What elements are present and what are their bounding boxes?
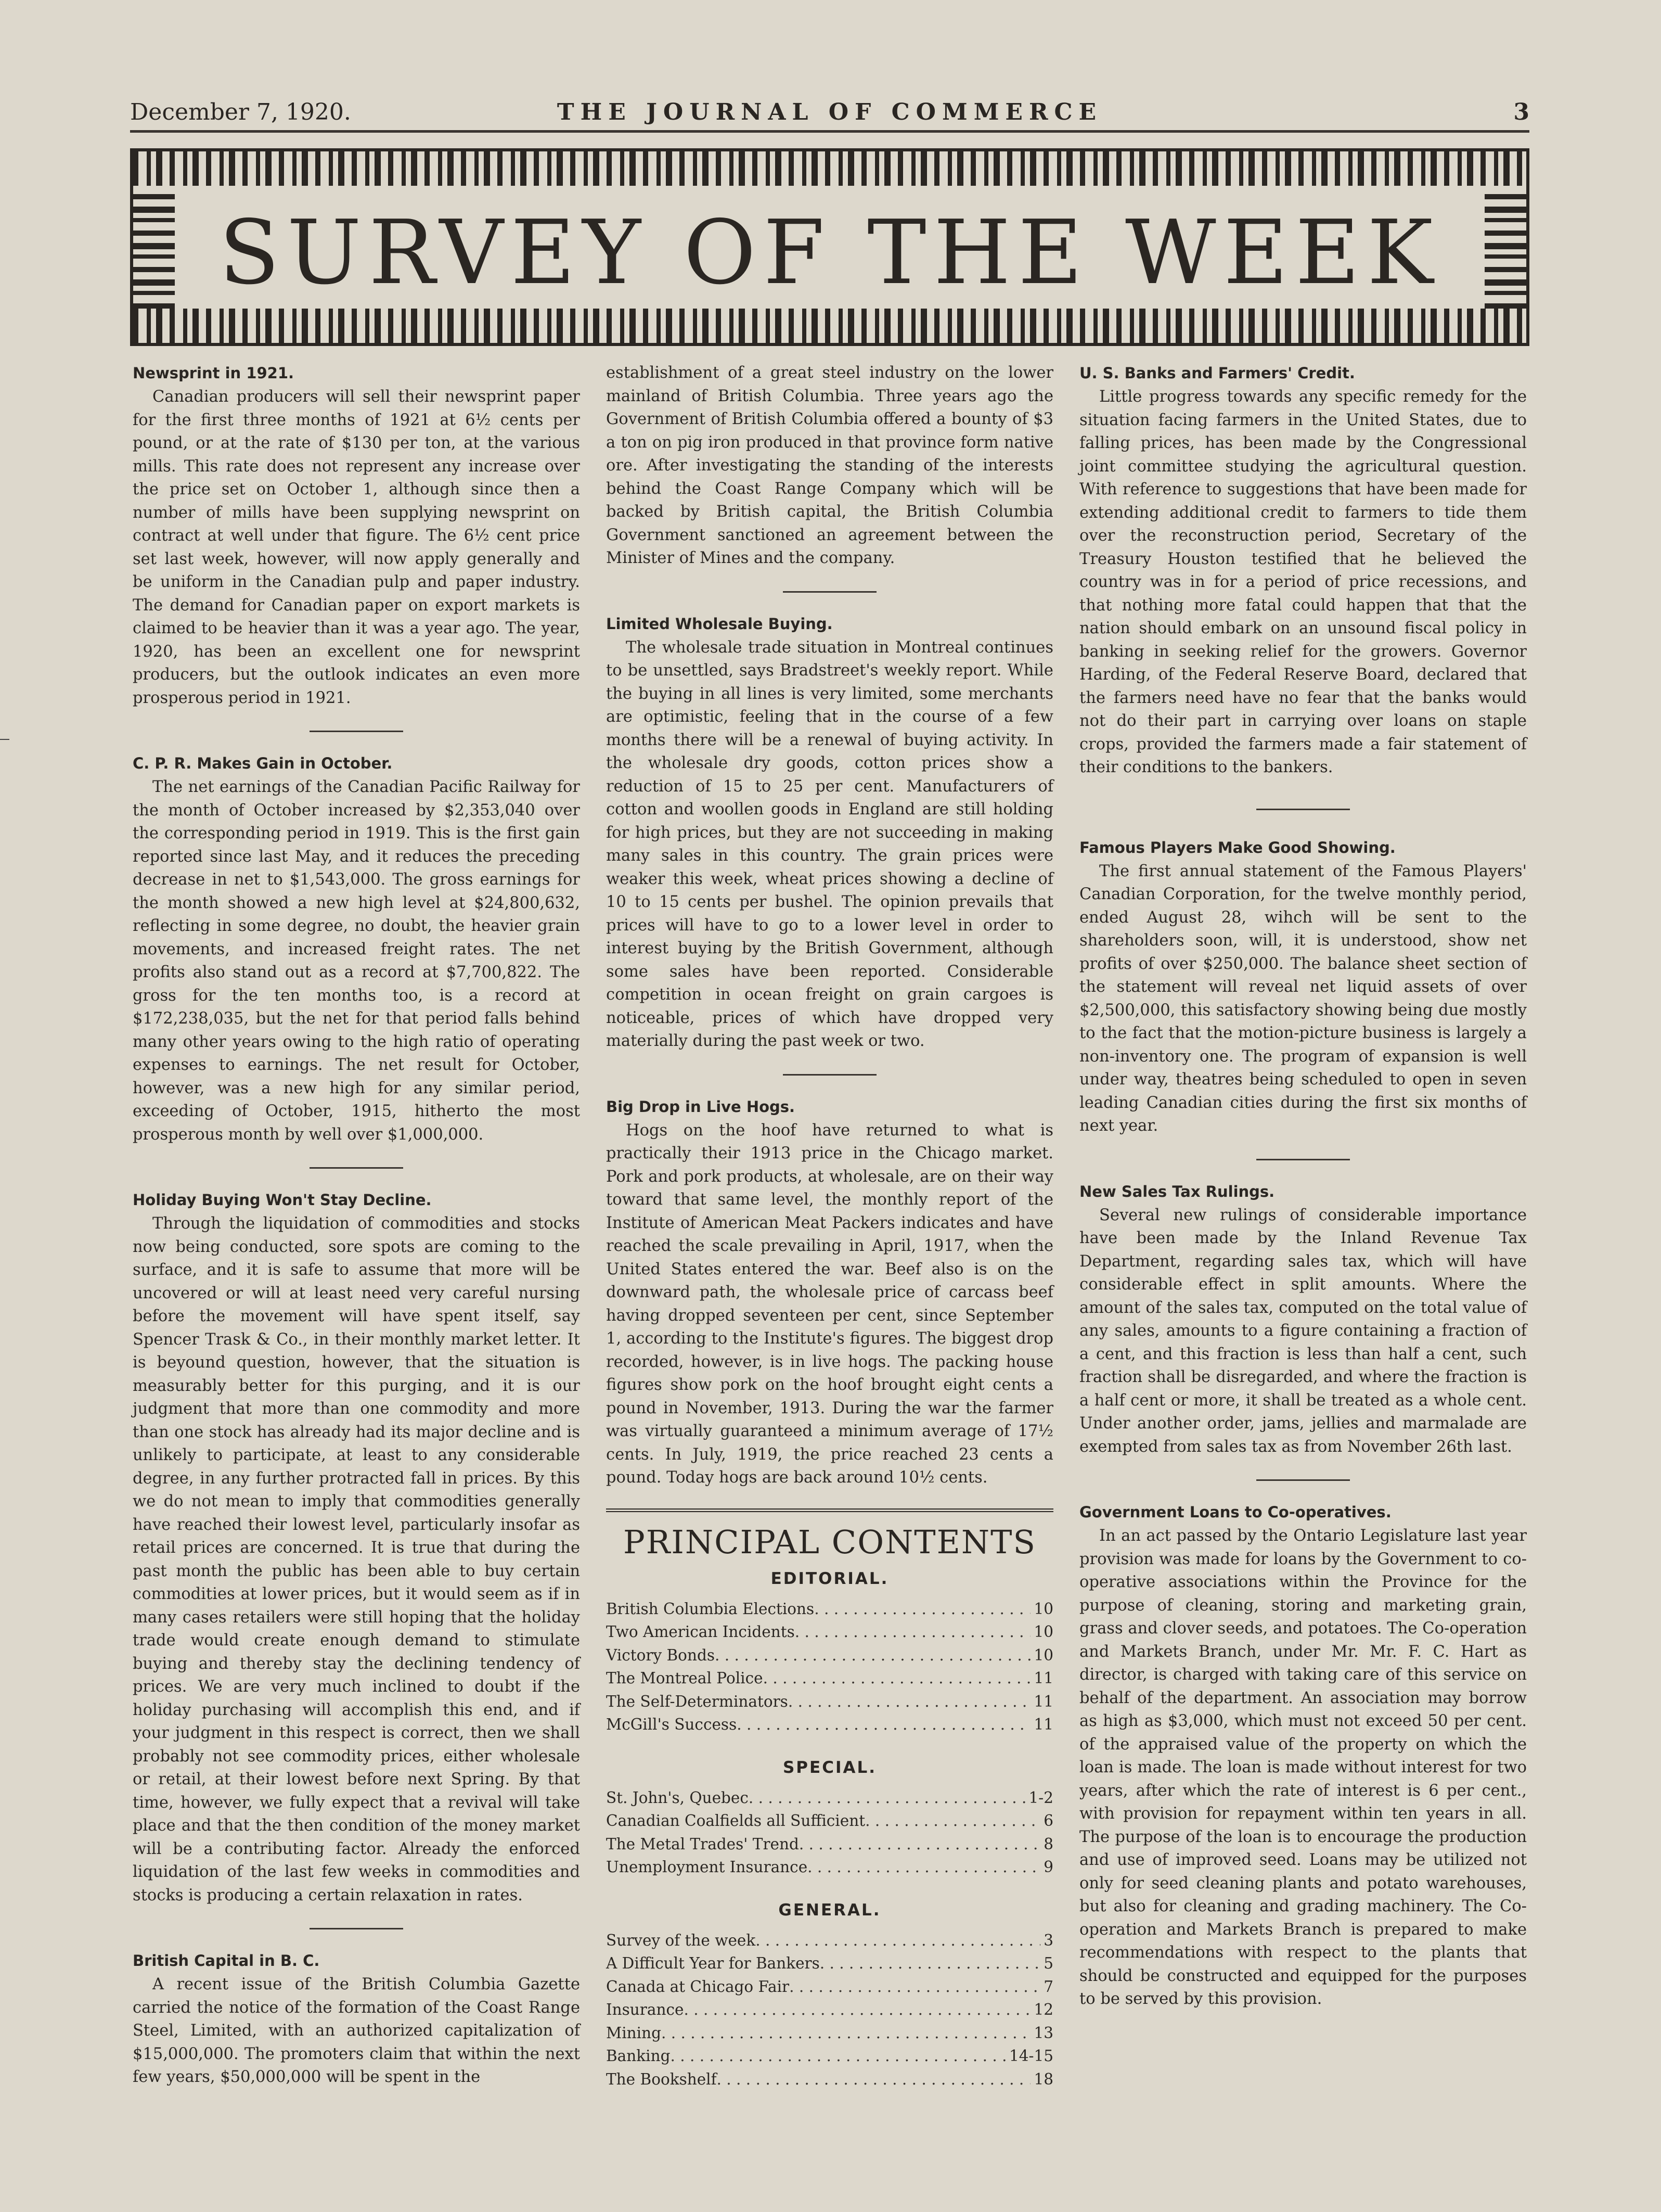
contents-entry-title: Unemployment Insurance xyxy=(606,1858,808,1876)
greek-key-border-bottom xyxy=(133,309,1526,343)
contents-entry-page: 1-2 xyxy=(1028,1788,1053,1807)
contents-entry-page: 7 xyxy=(1044,1977,1053,1996)
contents-entry-page: 14-15 xyxy=(1009,2047,1053,2065)
article-body: The wholesale trade situation in Montreal continues to be unsettled, says Bradstreet's weekly report. While the buying in all lines is very limited, some merchants are optimistic, feeling that in the course of a few months there will be a renewal of buying activity. In the wholesale dry goods, cotton prices show a reduction of 15 to 25 per cent. Manufacturers of cotton and woollen goods in England are still holding for high prices, but they are not succeeding in making many sales in this country. The grain prices were weaker this week, wheat prices showing a decline of 10 to 15 cents per bushel. The opinion prevails that prices will have to go to a lower level in order to interest buying by the British Government, although some sales have been reported. Considerable competition in ocean freight on grain cargoes is noticeable, prices of which have dropped very materially during the past week or two. xyxy=(606,638,1053,1050)
article-newsprint xyxy=(133,362,580,710)
leader-dots xyxy=(749,1786,1026,1810)
article-title: Limited Wholesale Buying. xyxy=(606,615,833,633)
divider xyxy=(1256,809,1350,810)
contents-entry-title: Survey of the week xyxy=(606,1931,756,1949)
binding-mark xyxy=(0,739,9,740)
contents-group-heading: EDITORIAL. xyxy=(770,1569,889,1588)
contents-entry-title: A Difficult Year for Bankers xyxy=(606,1954,820,1972)
article-title: Newsprint in 1921. xyxy=(133,364,294,382)
contents-entry-title: British Columbia Elections xyxy=(606,1600,815,1618)
contents-entry xyxy=(606,1786,1053,1810)
article-live-hogs xyxy=(606,1095,1053,1490)
contents-entry-page: 11 xyxy=(1034,1692,1053,1710)
contents-entry-title: The Self-Determinators xyxy=(606,1692,788,1710)
contents-entry-page: 10 xyxy=(1034,1600,1053,1618)
leader-dots xyxy=(865,1809,1040,1833)
leader-dots xyxy=(755,1929,1040,1952)
leader-dots xyxy=(795,1620,1031,1644)
contents-entry-page: 11 xyxy=(1034,1716,1053,1733)
contents-entry xyxy=(606,2068,1053,2091)
article-body-continued: establishment of a great steel industry on the lower mainland of British Columbia. Three years ago the Government of British Columbia offered a bounty of $3 a ton on pig iron produced in that province form native ore. After investigating the standing of the interests behind the Coast Range Company which will be backed by British capital, the British Columbia Government sanctioned an agreement between the Minister of Mines and the company. xyxy=(606,364,1053,567)
contents-entry-title: Victory Bonds xyxy=(606,1646,715,1664)
leader-dots xyxy=(737,1713,1031,1736)
leader-dots xyxy=(789,1975,1040,1999)
column-1 xyxy=(133,362,580,2089)
contents-entry-title: Banking xyxy=(606,2047,671,2065)
contents-entry xyxy=(606,1975,1053,1999)
article-body: The net earnings of the Canadian Pacific Railway for the month of October increased by $2,353,040 over the corresponding period in 1919. This is the first gain reported since last May, and it reduces the preceding decrease in net to $1,543,000. The gross earnings for the month showed a new high level at $24,800,632, reflecting in some degree, no doubt, the heavier grain movements, and increased freight rates. The net profits also stand out as a record at $7,700,822. The gross for the ten months too, is a record at $172,238,035, but the net for that period falls behind many other years owing to the high ratio of operating expenses to earnings. The net result for October, however, was a new high for any similar period, exceeding of October, 1915, hitherto the most prosperous month by well over $1,000,000. xyxy=(133,778,580,1144)
article-british-capital-continued xyxy=(606,362,1053,570)
contents-entry xyxy=(606,1952,1053,1975)
contents-entry xyxy=(606,1856,1053,1879)
article-government-loans xyxy=(1079,1501,1527,2011)
leader-dots xyxy=(763,1667,1031,1690)
contents-entry-page: 10 xyxy=(1034,1623,1053,1641)
issue-date: December 7, 1920. xyxy=(130,99,351,125)
article-title: Government Loans to Co-operatives. xyxy=(1079,1503,1392,1521)
greek-key-border-top xyxy=(133,151,1526,186)
contents-entry xyxy=(606,1690,1053,1714)
greek-key-border-right xyxy=(1485,186,1526,309)
divider xyxy=(783,1074,877,1076)
article-body: Several new rulings of considerable importance have been made by the Inland Revenue Tax Department, regarding sales tax, which will have considerable effect in split amounts. Where the amount of the sales tax, computed on the total value of any sales, amounts to a figure containing a fraction of a cent, and this fraction is less than half a cent, such fraction shall be disregarded, and where the fraction is a half cent or more, it shall be treated as a whole cent. Under another order, jams, jellies and marmalade are exempted from sales tax as from November 26th last. xyxy=(1079,1206,1527,1456)
journal-title: THE JOURNAL OF COMMERCE xyxy=(557,99,1103,125)
contents-entry-title: St. John's, Quebec xyxy=(606,1788,749,1807)
contents-title: PRINCIPAL CONTENTS xyxy=(623,1523,1036,1561)
leader-dots xyxy=(820,1952,1040,1975)
article-body: Through the liquidation of commodities and stocks now being conducted, sore spots are coming to the surface, and it is safe to assume that more will be uncovered or will at least need very careful nursing before the movement will have spent itself, say Spencer Trask & Co., in their monthly market letter. It is beyound question, however, that the situation is measurably better for this purging, and it is our judgment that more than one commodity and more than one stock has already had its major decline and is unlikely to participate, at least to any considerable degree, in any further protracted fall in prices. By this we do not mean to imply that commodities generally have reached their lowest level, particularly insofar as retail prices are concerned. It is true that during the past month the public has been able to buy certain commodities at lower prices, but it would seem as if in many cases retailers were still hoping that the holiday trade would create enough demand to stimulate buying and thereby stay the declining tendency of prices. We are very much inclined to doubt if the holiday purchasing will accomplish this end, and if your judgment in this respect is correct, then we shall probably not see commodity prices, either wholesale or retail, at their lowest before next Spring. By that time, however, we fully expect that a revival will take place and that the then condition of the money market will be a contributing factor. Already the enforced liquidation of the last few weeks in commodities and stocks is producing a certain relaxation in rates. xyxy=(133,1214,580,1904)
article-body: A recent issue of the British Columbia Gazette carried the notice of the formation of the Coast Range Steel, Limited, with an authorized capitalization of $15,000,000. The promoters claim that within the next few years, $50,000,000 will be spent in the xyxy=(133,1975,580,2086)
article-cpr xyxy=(133,752,580,1146)
contents-entry-page: 12 xyxy=(1034,2001,1053,2018)
column-2 xyxy=(606,362,1053,2091)
leader-dots xyxy=(670,2044,1006,2068)
principal-contents xyxy=(606,1508,1053,2091)
divider xyxy=(310,731,403,732)
article-us-banks xyxy=(1079,362,1527,779)
running-head xyxy=(130,99,1529,133)
article-body: Little progress towards any specific remedy for the situation facing farmers in the United States, due to falling prices, has been made by the Congressional joint committee studying the agricultural question. With reference to suggestions that have been made for extending additional credit to farmers to tide them over the reconstruction period, Secretary of the Treasury Houston testified that he believed the country was in for a period of price recessions, and that nothing more fatal could happen that that the nation should embark on an unsound fiscal policy in banking in seeking relief for the growers. Governor Harding, of the Federal Reserve Board, declared that the farmers need have no fear that the banks would not do their part in carrying over loans on staple crops, provided the farmers made a fair statement of their conditions to the bankers. xyxy=(1079,388,1527,776)
contents-entry-page: 9 xyxy=(1044,1858,1053,1876)
article-title: Holiday Buying Won't Stay Decline. xyxy=(133,1191,432,1209)
leader-dots xyxy=(715,1644,1031,1667)
article-title: C. P. R. Makes Gain in October. xyxy=(133,755,393,772)
contents-entry-title: Canadian Coalfields all Sufficient xyxy=(606,1812,866,1830)
contents-entry xyxy=(606,2022,1053,2045)
contents-entry-title: Insurance xyxy=(606,2001,684,2018)
contents-entry-title: McGill's Success xyxy=(606,1716,737,1733)
article-title: U. S. Banks and Farmers' Credit. xyxy=(1079,364,1355,382)
article-body: Canadian producers will sell their newsprint paper for the first three months of 1921 at 6½ cents per pound, or at the rate of $130 per ton, at the various mills. This rate does not represent any increase over the price set on October 1, although since then a number of mills have been supplying newsprint on contract at well under that figure. The 6½ cent price set last week, however, will now apply generally and be uniform in the Canadian pulp and paper industry. The demand for Canadian paper on export markets is claimed to be heavier than it was a year ago. The year, 1920, has been an excellent one for newsprint producers, but the outlook indicates an even more prosperous period in 1921. xyxy=(133,388,580,707)
contents-entry-page: 18 xyxy=(1034,2070,1053,2088)
contents-entry xyxy=(606,1929,1053,1952)
contents-entry xyxy=(606,1833,1053,1856)
contents-entry-page: 11 xyxy=(1034,1669,1053,1687)
group-gap xyxy=(606,1879,1053,1895)
leader-dots xyxy=(799,1833,1040,1856)
contents-entry xyxy=(606,2044,1053,2068)
article-sales-tax xyxy=(1079,1180,1527,1459)
leader-dots xyxy=(684,1998,1031,2022)
contents-entry xyxy=(606,1597,1053,1621)
divider xyxy=(310,1167,403,1169)
contents-entry xyxy=(606,1667,1053,1690)
contents-entry xyxy=(606,1644,1053,1667)
article-body: In an act passed by the Ontario Legislature last year provision was made for loans by the Government to co-operative associations within the Province for the purpose of cleaning, storing and marketing grain, grass and clover seeds, and potatoes. The Co-operation and Markets Branch, under Mr. Mr. F. C. Hart as director, is charged with taking care of this service on behalf of the department. An association may borrow as high as $3,000, which must not exceed 50 per cent. of the appraised value of the property on which the loan is made. The loan is made without interest for two years, after which the rate of interest is 6 per cent., with provision for repayment within ten years in all. The purpose of the loan is to encourage the production and use of improved seed. Loans may be utilized not only for seed cleaning plants and potato warehouses, but also for cleaning and grading machinery. The Co-operation and Markets Branch is prepared to make recommendations with respect to the plants that should be constructed and equipped for the purposes to be served by this provision. xyxy=(1079,1527,1527,2008)
article-title: Big Drop in Live Hogs. xyxy=(606,1097,795,1116)
divider xyxy=(1256,1159,1350,1160)
group-gap xyxy=(606,1736,1053,1752)
leader-dots xyxy=(788,1690,1031,1714)
contents-entry-title: The Montreal Police xyxy=(606,1669,763,1687)
divider xyxy=(783,591,877,593)
column-3 xyxy=(1079,362,1527,2011)
article-body: Hogs on the hoof have returned to what is practically their 1913 price in the Chicago market. Pork and pork products, at wholesale, are on their way toward that same level, the monthly report of the Institute of American Meat Packers indicates and have reached the scale prevailing in April, 1917, when the United States entered the war. Beef also is on the downward path, the wholesale price of carcass beef having dropped seventeen per cent, since September 1, according to the Institute's figures. The biggest drop recorded, however, is in live hogs. The packing house figures show pork on the hoof brought eight cents a pound in November, 1913. During the war the farmer was virtually guaranteed a minimum average of 17½ cents. In July, 1919, the price reached 23 cents a pound. Today hogs are back around 10½ cents. xyxy=(606,1121,1053,1487)
article-british-capital xyxy=(133,1949,580,2089)
leader-dots xyxy=(807,1856,1040,1879)
contents-entry-title: Two American Incidents xyxy=(606,1623,795,1641)
leader-dots xyxy=(717,2068,1031,2091)
contents-entry-page: 6 xyxy=(1044,1812,1053,1830)
contents-entry-title: The Metal Trades' Trend xyxy=(606,1835,799,1853)
banner-inner xyxy=(175,186,1485,309)
contents-group-heading: GENERAL. xyxy=(778,1900,881,1920)
contents-entry-page: 13 xyxy=(1034,2024,1053,2042)
contents-entry xyxy=(606,1998,1053,2022)
contents-entry-title: The Bookshelf xyxy=(606,2070,717,2088)
page-number: 3 xyxy=(1513,99,1529,125)
contents-entry-page: 8 xyxy=(1044,1835,1053,1853)
article-title: Famous Players Make Good Showing. xyxy=(1079,838,1396,856)
contents-groups xyxy=(606,1567,1053,2091)
contents-entry xyxy=(606,1809,1053,1833)
article-holiday-buying xyxy=(133,1188,580,1907)
greek-key-border-left xyxy=(133,186,175,309)
contents-entry xyxy=(606,1713,1053,1736)
contents-group-heading: SPECIAL. xyxy=(782,1758,877,1777)
contents-entry-page: 5 xyxy=(1044,1954,1053,1972)
contents-entry xyxy=(606,1620,1053,1644)
article-famous-players xyxy=(1079,836,1527,1138)
article-wholesale-buying xyxy=(606,612,1053,1053)
contents-entry-title: Mining xyxy=(606,2024,661,2042)
banner-title: SURVEY OF THE WEEK xyxy=(219,201,1440,304)
article-body: The first annual statement of the Famous Players' Canadian Corporation, for the twelve monthly period, ended August 28, wihch will be sent to the shareholders soon, will, it is understood, show net profits of over $250,000. The balance sheet section of the statement will reveal net liquid assets of over $2,500,000, this satisfactory showing being due mostly to the fact that the motion-picture business is largely a non-inventory one. The program of expansion is well under way, theatres being scheduled to open in seven leading Canadian cities during the first six months of next year. xyxy=(1079,862,1527,1135)
survey-banner xyxy=(130,148,1529,346)
leader-dots xyxy=(814,1597,1031,1621)
contents-entry-page: 10 xyxy=(1034,1646,1053,1664)
article-title: New Sales Tax Rulings. xyxy=(1079,1182,1275,1200)
leader-dots xyxy=(661,2022,1031,2045)
divider xyxy=(310,1928,403,1929)
article-title: British Capital in B. C. xyxy=(133,1952,320,1970)
contents-entry-title: Canada at Chicago Fair xyxy=(606,1977,790,1996)
contents-entry-page: 3 xyxy=(1044,1931,1053,1949)
divider xyxy=(1256,1479,1350,1481)
